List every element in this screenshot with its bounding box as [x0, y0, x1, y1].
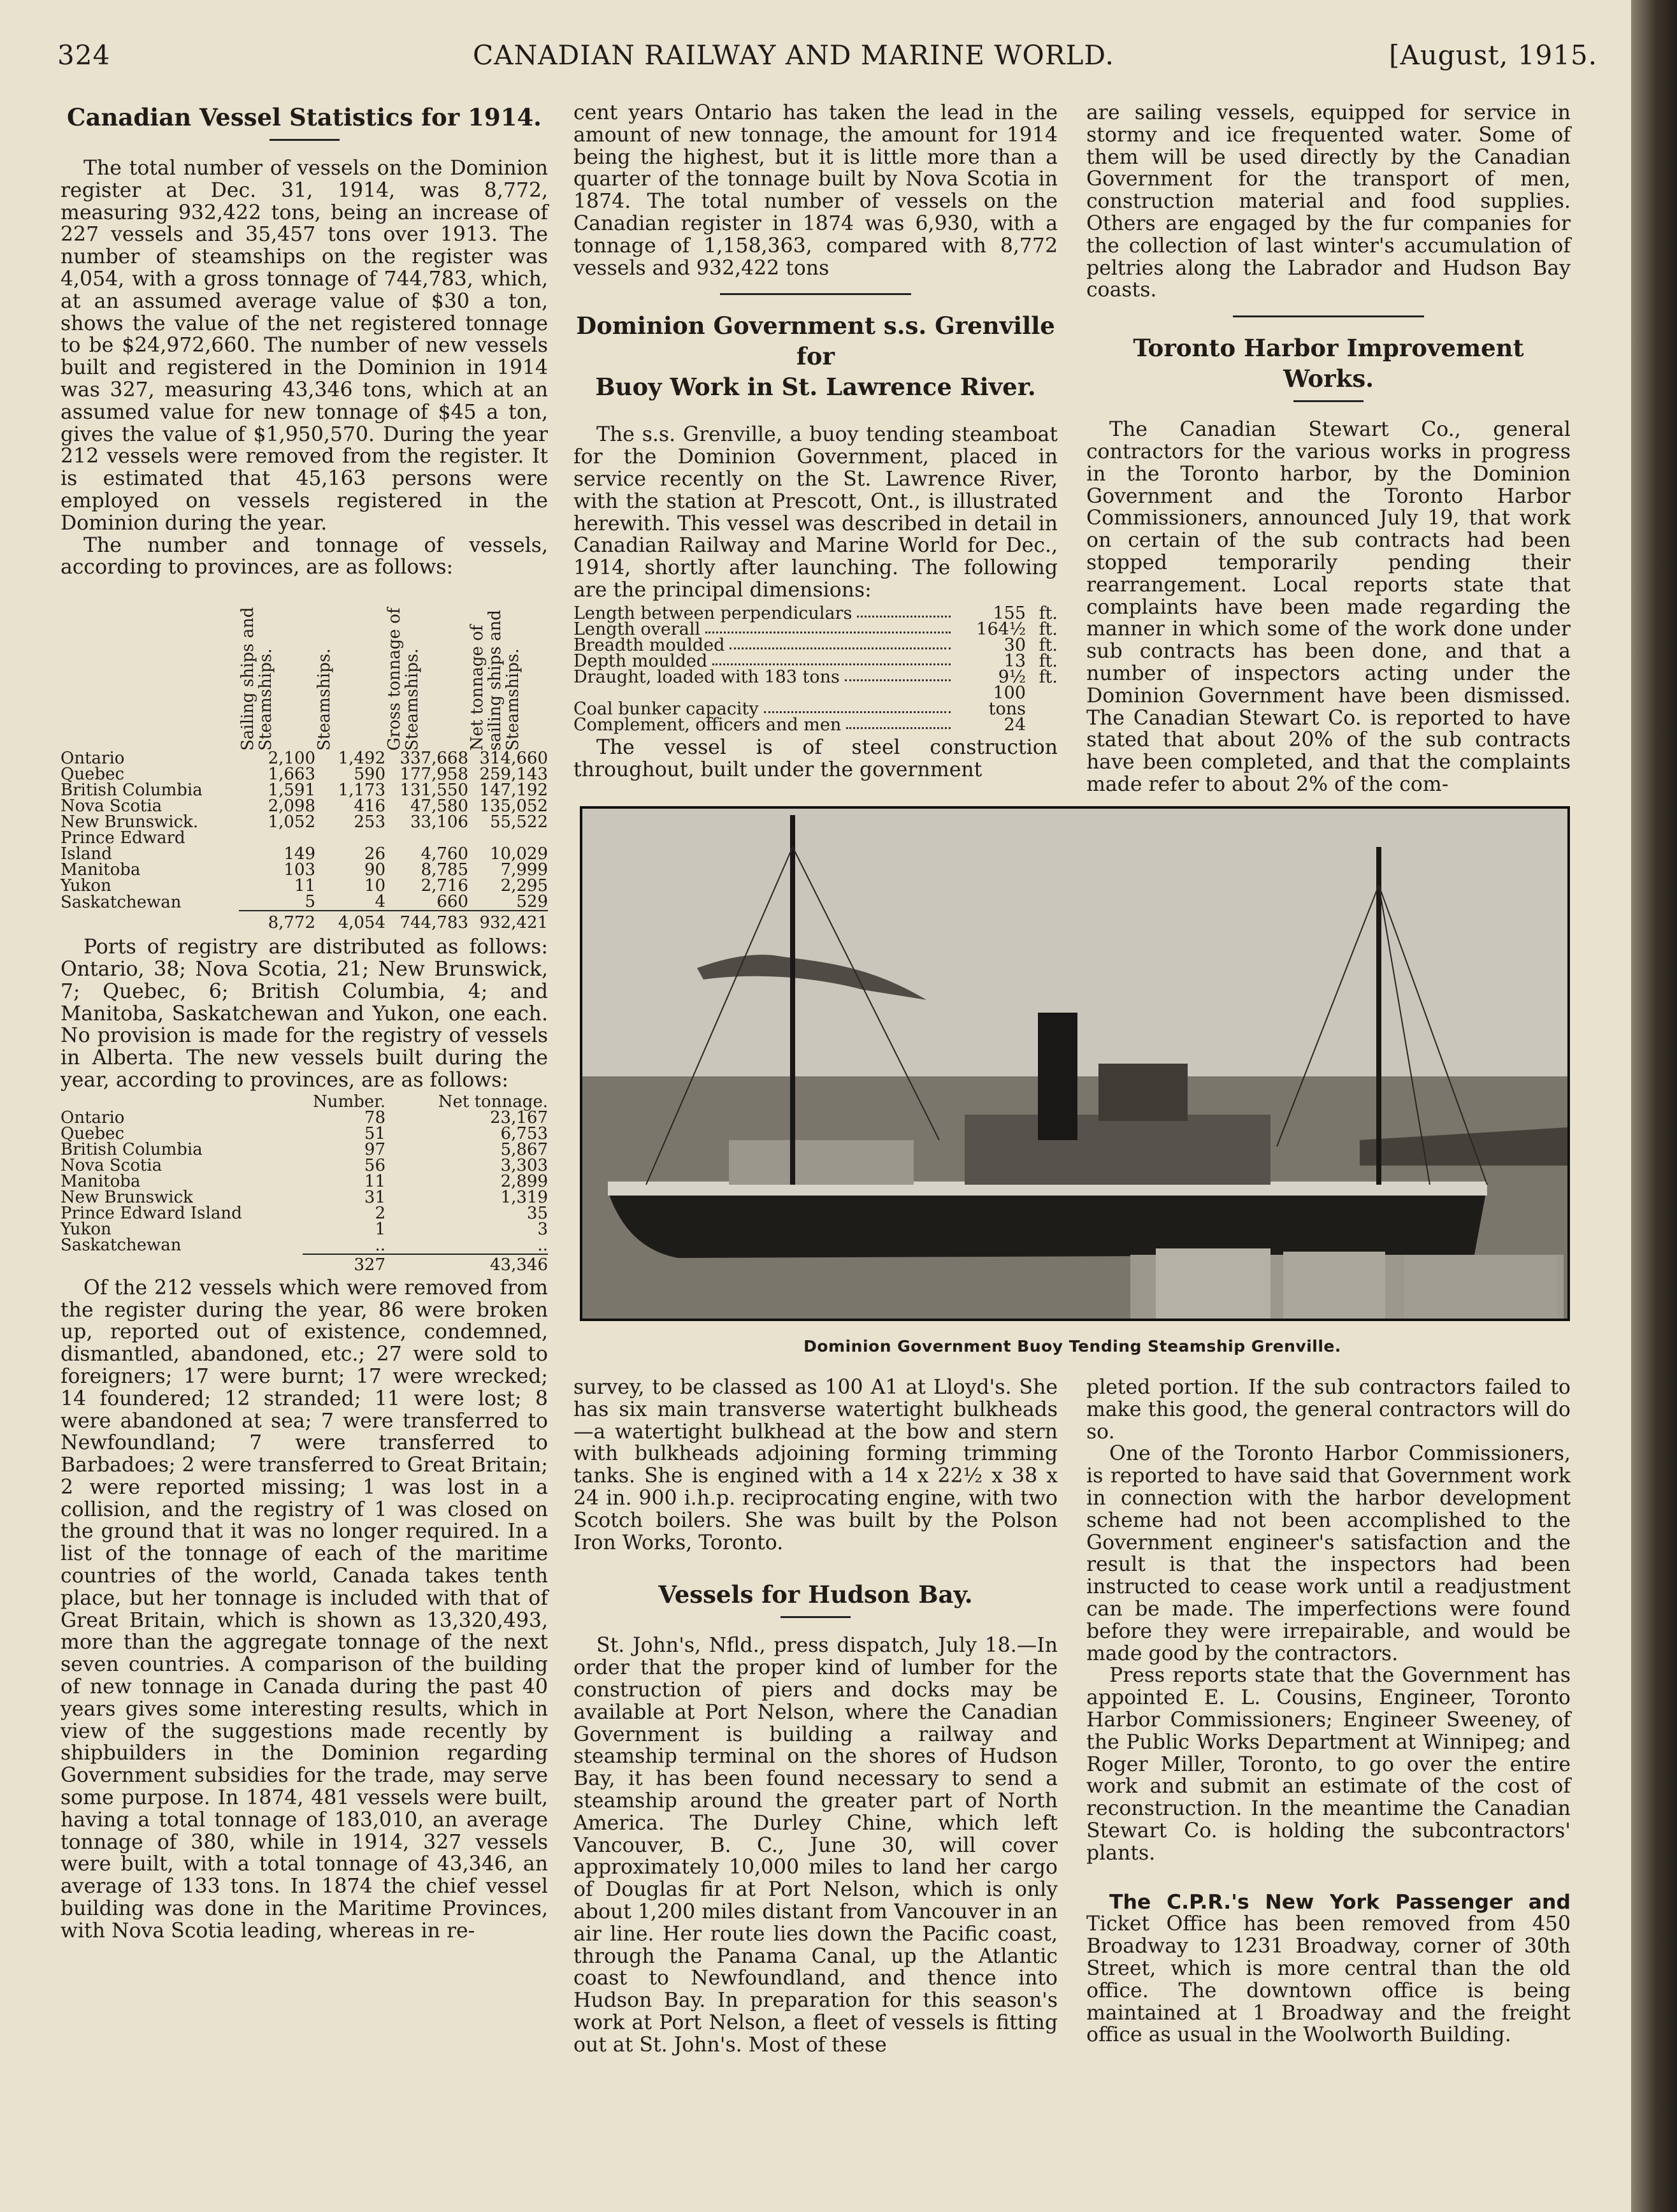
- table-row: [61, 1142, 548, 1158]
- table-cell: 416: [354, 797, 385, 816]
- province-tonnage-table: [61, 585, 548, 931]
- province-name: Saskatchewan: [61, 1236, 182, 1255]
- hudson-bay-continued: are sailing vessels, equipped for service in stormy and ice frequented water. Some of them will be used directly by the Canadian Government for the transport of men, construction material and food supplies. Others are engaged by the fur companies for the collection of last winter's accumulation of peltries along the Labrador and Hudson Bay coasts.: [1086, 101, 1571, 302]
- toronto-harbor-continued: pleted portion. If the sub contractors failed to make this good, the general contractors will do so.: [1086, 1376, 1571, 1443]
- table-cell: 55,522: [490, 813, 548, 832]
- table-row: [61, 1190, 548, 1206]
- dimension-label: Coal bunker capacity: [573, 698, 759, 719]
- table-row: [61, 1110, 548, 1126]
- table-cell: 3: [537, 1219, 548, 1239]
- table-cell: 33,106: [410, 813, 468, 832]
- dimensions-list: [573, 605, 1058, 733]
- table-cell: 1,591: [268, 781, 315, 800]
- dimension-unit: ft.: [1039, 651, 1058, 671]
- province-name: Manitoba: [61, 860, 141, 880]
- dot-leader: [712, 663, 951, 665]
- toronto-harbor-paragraph: One of the Toronto Harbor Commissioners, is reported to have said that Government work in connection with the harbor development scheme had not been accomplished to the Government engineer's satisfaction and the result is that the inspectors had been instructed to cease work until a readjustment can be made. The imperfections were found before they were irrepairable, and would be made good by the contractors.: [1086, 1442, 1571, 1665]
- right-column-top: [1086, 102, 1571, 796]
- table-cell: 1,492: [338, 749, 385, 769]
- province-name: Quebec: [61, 765, 125, 784]
- vessel-statistics-continued: cent years Ontario has taken the lead in the amount of new tonnage, the amount for 1914 being the highest, but it is little more than a quarter of the tonnage built by Nova Scotia in 1874. The total number of vessels on the Canadian register in 1874 was 6,930, with a tonnage of 1,158,363, compared with 8,772 vessels and 932,422 tons: [573, 101, 1058, 280]
- grenville-title-line: Buoy Work in St. Lawrence River.: [595, 373, 1036, 401]
- table-cell: 529: [516, 892, 548, 912]
- table-cell: 97: [364, 1139, 385, 1159]
- table-cell: 23,167: [490, 1108, 548, 1127]
- dimension-unit: ft.: [1039, 635, 1058, 655]
- table-cell: 177,958: [399, 765, 468, 784]
- title-rule: [781, 1616, 851, 1618]
- province-name: Yukon: [61, 876, 112, 896]
- dimension-value: 100 tons: [988, 683, 1026, 719]
- table-cell: 314,660: [479, 749, 548, 769]
- table-cell: 131,550: [399, 781, 468, 800]
- table-header: Steamships.: [315, 648, 334, 751]
- province-name: Prince Edward: [61, 828, 185, 848]
- cpr-notice-text: Ticket Office has been removed from 450 Broadway to 1231 Broadway, corner of 30th Street, which is more central than the old office. The downtown office is being maintained at 1 Broadway and the freight office as usual in the Woolworth Building.: [1086, 1912, 1571, 2047]
- vessel-statistics-title: Canadian Vessel Statistics for 1914.: [67, 103, 542, 131]
- dimension-value: 24: [1004, 714, 1026, 735]
- table-cell: 149: [284, 844, 315, 864]
- table-cell: 11: [364, 1171, 385, 1191]
- dimension-label: Complement, officers and men: [573, 714, 842, 735]
- table-row: [61, 1158, 548, 1174]
- new-vessels-table: [61, 1094, 548, 1273]
- page-number: 324: [57, 40, 111, 71]
- table-header: Sailing ships and Steamships.: [238, 607, 275, 751]
- dot-leader: [857, 616, 951, 618]
- dimension-label: Length between perpendiculars: [573, 603, 853, 623]
- title-rule: [1293, 400, 1364, 402]
- dot-leader: [730, 647, 951, 649]
- table-cell: 1,052: [268, 813, 315, 832]
- dimension-unit: ft.: [1039, 667, 1058, 687]
- province-name: Ontario: [61, 749, 125, 769]
- grenville-title-line: Dominion Government s.s. Grenville for: [576, 312, 1055, 371]
- table-cell: 11: [294, 876, 315, 896]
- table-header: Net tonnage.: [438, 1092, 548, 1111]
- table-cell: 1,663: [268, 765, 315, 784]
- cpr-notice: [1086, 1891, 1571, 2047]
- photo-caption: Dominion Government Buoy Tending Steamship Grenville.: [803, 1337, 1341, 1355]
- province-name: Manitoba: [61, 1171, 141, 1191]
- table-cell: 10,029: [490, 844, 548, 864]
- dot-leader: [846, 727, 951, 729]
- vessel-statistics-paragraph: The number and tonnage of vessels, according to provinces, are as follows:: [61, 533, 548, 579]
- table-cell: 26: [364, 844, 385, 864]
- table-total: 744,783: [399, 913, 468, 933]
- dimension-row: [573, 605, 1058, 621]
- table-cell: 3,303: [500, 1155, 548, 1175]
- dot-leader: [845, 679, 951, 681]
- province-name: New Brunswick: [61, 1187, 193, 1207]
- dimension-row: [573, 621, 1058, 637]
- table-cell: 2,295: [500, 876, 548, 896]
- province-name: British Columbia: [61, 1139, 203, 1159]
- vessel-statistics-paragraph: Of the 212 vessels which were removed from the register during the year, 86 were broken up, reported out of existence, condemned, dismantled, abandoned, etc.; 27 were sold to foreigners; 17 were burnt; 17 were wrecked; 14 foundered; 12 stranded; 11 were lost; 8 were abandoned at sea; 7 were transferred to Newfoundland; 7 were transferred to Barbadoes; 2 were transferred to Great Britain; 2 were reported missing; 1 was lost in a collision, and the registry of 1 was closed on the ground that it was no longer required. In a list of the tonnage of each of the maritime countries of the world, Canada takes tenth place, but her tonnage is included with that of Great Britain, which is shown as 13,320,493, more than the aggregate tonnage of the next seven countries. A comparison of the building of new tonnage in Canada during the past 40 years gives some interesting results, which in view of the suggestions made recently by shipbuilders in the Dominion regarding Government subsidies for the trade, may serve some purpose. In 1874, 481 vessels were built, having a total tonnage of 183,010, an average tonnage of 380, while in 1914, 327 vessels were built, with a total tonnage of 43,346, an average of 133 tons. In 1874 the chief vessel building was done in the Maritime Provinces, with Nova Scotia leading, whereas in re-: [61, 1276, 548, 1942]
- table-cell: 8,785: [421, 860, 468, 880]
- table-total: 932,421: [479, 913, 548, 933]
- table-row: [61, 1206, 548, 1222]
- dimension-value: 13: [1004, 651, 1026, 671]
- hudson-bay-title: Vessels for Hudson Bay.: [658, 1580, 973, 1609]
- dimension-label: Length overall: [573, 619, 701, 639]
- table-cell: 78: [364, 1108, 385, 1127]
- province-name: Saskatchewan: [61, 892, 182, 912]
- right-column-bottom: [1086, 1377, 1571, 2046]
- table-total: 4,054: [338, 913, 385, 933]
- table-cell: 2,098: [268, 797, 315, 816]
- table-row: [61, 1222, 548, 1238]
- title-rule: [270, 139, 340, 141]
- table-cell: ..: [537, 1235, 548, 1255]
- table-cell: 5: [305, 892, 315, 912]
- toronto-harbor-paragraph: The Canadian Stewart Co., general contractors for the various works in progress in the Toronto harbor, by the Dominion Government and the Toronto Harbor Commissioners, announced July 19, that work on certain of the sub contracts had been stopped temporarily pending their rearrangement. Local reports state that complaints have been made regarding the manner in which some of the work done under sub contracts has been done, and that a number of inspectors acting under the Dominion Government have been dismissed. The Canadian Stewart Co. is reported to have stated that about 20% of the sub contracts have been completed, and that the complaints made refer to about 2% of the com-: [1086, 418, 1571, 796]
- table-cell: 253: [354, 813, 385, 832]
- table-cell: 135,052: [479, 797, 548, 816]
- middle-column-bottom: [573, 1377, 1058, 2057]
- toronto-harbor-paragraph: Press reports state that the Government has appointed E. L. Cousins, Engineer, Toronto Harbor Commissioners; Engineer Sweeney, of the Public Works Department at Winnipeg; and Roger Miller, Toronto, to go over the entire work and submit an estimate of the cost of reconstruction. In the meantime the Canadian Stewart Co. is holding the subcontractors' plants.: [1086, 1664, 1571, 1865]
- table-cell: 7,999: [500, 860, 548, 880]
- issue-date: [August, 1915.: [1389, 40, 1598, 71]
- section-rule: [720, 293, 911, 295]
- table-cell: 56: [364, 1155, 385, 1175]
- table-total: 327: [354, 1255, 385, 1275]
- grenville-title: [573, 310, 1058, 402]
- dimension-unit: ft.: [1039, 603, 1058, 623]
- dimension-value: 30: [1004, 635, 1026, 655]
- province-name: Nova Scotia: [61, 1155, 162, 1175]
- table-cell: 5,867: [500, 1139, 548, 1159]
- table-row: [61, 894, 548, 911]
- dimension-unit: ft.: [1039, 619, 1058, 639]
- table-total: 43,346: [490, 1255, 548, 1275]
- cpr-notice-lead: The C.P.R.'s New York Passenger and: [1109, 1890, 1571, 1914]
- province-name: New Brunswick.: [61, 813, 199, 832]
- dimension-value: 155: [993, 603, 1026, 623]
- province-name: Prince Edward Island: [61, 1203, 242, 1223]
- dimension-value: 164½: [976, 619, 1026, 639]
- province-name: Quebec: [61, 1124, 125, 1143]
- hudson-bay-paragraph: St. John's, Nfld., press dispatch, July 18.—In order that the proper kind of lumber for the construction of piers and docks may be available at Port Nelson, where the Canadian Government is building a railway and steamship terminal on the shores of Hudson Bay, it has been found necessary to send a steamship around the greater part of North America. The Durley Chine, which left Vancouver, B. C., June 30, will cover approximately 10,000 miles to land her cargo of Douglas fir at Port Nelson, which is only about 1,200 miles distant from Vancouver in an air line. Her route lies down the Pacific coast, through the Panama Canal, up the Atlantic coast to Newfoundland, and thence into Hudson Bay. In preparation for this season's work at Port Nelson, a fleet of vessels is fitting out at St. John's. Most of these: [573, 1634, 1058, 2057]
- table-total: 8,772: [268, 913, 315, 933]
- table-cell: 6,753: [500, 1124, 548, 1143]
- table-cell: 10: [364, 876, 385, 896]
- table-cell: 2,100: [268, 749, 315, 769]
- table-row: [61, 1126, 548, 1142]
- table-cell: 4,760: [421, 844, 468, 864]
- dot-leader: [764, 711, 951, 713]
- table-cell: 660: [436, 892, 468, 912]
- table-cell: 337,668: [399, 749, 468, 769]
- journal-title: CANADIAN RAILWAY AND MARINE WORLD.: [473, 40, 1114, 71]
- table-cell: 47,580: [410, 797, 468, 816]
- table-cell: 259,143: [479, 765, 548, 784]
- table-cell: 2,716: [421, 876, 468, 896]
- steamship-illustration: [582, 809, 1567, 1319]
- table-cell: 31: [364, 1187, 385, 1207]
- dimension-row: [573, 685, 1058, 717]
- table-cell: 51: [364, 1124, 385, 1143]
- grenville-paragraph: The s.s. Grenville, a buoy tending steamboat for the Dominion Government, placed in service recently on the St. Lawrence River, with the station at Prescott, Ont., is illustrated herewith. This vessel was described in detail in Canadian Railway and Marine World for Dec., 1914, shortly after launching. The following are the principal dimensions:: [573, 423, 1058, 602]
- grenville-photo: [580, 806, 1570, 1321]
- dimension-row: [573, 714, 1058, 735]
- section-rule: [1233, 315, 1424, 317]
- dimension-row: [573, 637, 1058, 653]
- table-row: [61, 1174, 548, 1190]
- province-name: Nova Scotia: [61, 797, 162, 816]
- table-cell: 35: [526, 1203, 548, 1223]
- table-cell: 1,173: [338, 781, 385, 800]
- table-header: Gross tonnage of Steamships.: [385, 607, 422, 751]
- vessel-statistics-column: [61, 102, 548, 1942]
- dimension-row: [573, 669, 1058, 685]
- table-cell: 147,192: [479, 781, 548, 800]
- dot-leader: [705, 632, 951, 633]
- table-cell: 4: [375, 892, 385, 912]
- table-cell: 90: [364, 860, 385, 880]
- page-edge-shadow: [1631, 0, 1677, 2212]
- table-cell: 590: [354, 765, 385, 784]
- table-cell: ..: [375, 1235, 385, 1255]
- dimension-value: 9½: [998, 667, 1026, 687]
- table-cell: 2,899: [500, 1171, 548, 1191]
- table-row: [61, 1238, 548, 1254]
- province-name: Ontario: [61, 1108, 125, 1127]
- dimension-label: Depth moulded: [573, 651, 708, 671]
- toronto-harbor-title: Toronto Harbor Improvement Works.: [1133, 334, 1524, 393]
- table-header: Number.: [312, 1092, 385, 1111]
- table-header: Net tonnage of sailing ships and Steamships.: [468, 610, 522, 751]
- dimension-row: [573, 653, 1058, 669]
- table-cell: 2: [375, 1203, 385, 1223]
- table-cell: 103: [284, 860, 315, 880]
- province-name: British Columbia: [61, 781, 203, 800]
- table-cell: 1,319: [500, 1187, 548, 1207]
- table-cell: 1: [375, 1219, 385, 1239]
- dimension-label: Breadth moulded: [573, 635, 725, 655]
- middle-column-top: [573, 102, 1058, 781]
- province-name: Yukon: [61, 1219, 112, 1239]
- dimension-label: Draught, loaded with 183 tons: [573, 667, 840, 687]
- grenville-continued: survey, to be classed as 100 A1 at Lloyd's. She has six main transverse watertight bulkheads—a watertight bulkhead at the bow and stern with bulkheads adjoining forming trimming tanks. She is engined with a 14 x 22½ x 38 x 24 in. 900 i.h.p. reciprocating engine, with two Scotch boilers. She was built by the Polson Iron Works, Toronto.: [573, 1376, 1058, 1554]
- vessel-statistics-paragraph: Ports of registry are distributed as follows: Ontario, 38; Nova Scotia, 21; New Brunswick, 7; Quebec, 6; British Columbia, 4; and Manitoba, Saskatchewan and Yukon, one each. No provision is made for the registry of vessels in Alberta. The new vessels built during the year, according to provinces, are as follows:: [61, 936, 548, 1092]
- grenville-paragraph: The vessel is of steel construction throughout, built under the government: [573, 735, 1058, 781]
- vessel-statistics-paragraph: The total number of vessels on the Dominion register at Dec. 31, 1914, was 8,772, measuring 932,422 tons, being an increase of 227 vessels and 35,457 tons over 1913. The number of steamships on the register was 4,054, with a gross tonnage of 744,783, which, at an assumed average value of $30 a ton, shows the value of the net registered tonnage to be $24,972,660. The number of new vessels built and registered in the Dominion in 1914 was 327, measuring 43,346 tons, which at an assumed value for new tonnage of $45 a ton, gives the value of $1,950,570. During the year 212 vessels were removed from the register. It is estimated that 45,163 persons were employed on vessels registered in the Dominion during the year.: [61, 157, 548, 535]
- province-name: Island: [61, 844, 112, 864]
